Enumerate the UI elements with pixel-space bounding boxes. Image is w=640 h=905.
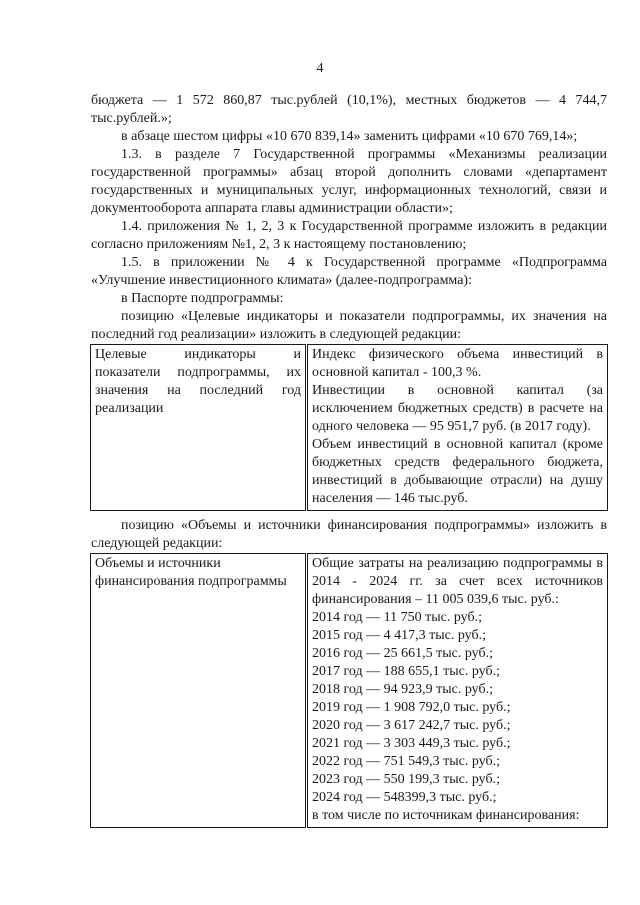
table-row (91, 345, 608, 511)
paragraph-financing-intro: позицию «Объемы и источники финансирования подпрограммы» изложить в следующей редакции: (91, 518, 607, 551)
table-row (91, 554, 608, 828)
paragraph-budget-continuation: бюджета — 1 572 860,87 тыс.рублей (10,1%), местных бюджетов — 4 744,7 тыс.рублей.»; (91, 93, 607, 126)
financing-label-cell (91, 554, 307, 828)
list-item: 2018 год — 94 923,9 тыс. руб.; (312, 682, 493, 697)
financing-sources-tail: в том числе по источникам финансирования: (312, 808, 580, 823)
list-item: 2021 год — 3 303 449,3 тыс. руб.; (312, 736, 511, 751)
financing-total: Общие затраты на реализацию подпрограммы в 2014 - 2024 гг. за счет всех источников финансирования – 11 005 039,6 тыс. руб.: (312, 556, 603, 607)
list-item: 2016 год — 25 661,5 тыс. руб.; (312, 646, 493, 661)
list-item: 2023 год — 550 199,3 тыс. руб.; (312, 772, 500, 787)
financing-table (90, 553, 608, 828)
list-item: 2022 год — 751 549,3 тыс. руб.; (312, 754, 500, 769)
financing-value-cell (307, 554, 608, 828)
paragraph-abzac-6: в абзаце шестом цифры «10 670 839,14» заменить цифрами «10 670 769,14»; (121, 129, 578, 144)
list-item: 2019 год — 1 908 792,0 тыс. руб.; (312, 700, 511, 715)
paragraph-1-5: 1.5. в приложении № 4 к Государственной программе «Подпрограмма «Улучшение инвестиционного климата» (далее-подпрограмма): (91, 255, 607, 288)
indicators-label: Целевые индикаторы и показатели подпрограммы, их значения на последний год реализации (95, 347, 301, 416)
list-item: 2015 год — 4 417,3 тыс. руб.; (312, 628, 486, 643)
paragraph-1-3: 1.3. в разделе 7 Государственной программы «Механизмы реализации государственной программы» абзац второй дополнить словами «департамент государственных и муниципальных услуг, информационных технологий, связи и документооборота аппарата главы администрации области»; (91, 147, 607, 216)
indicator-item: Инвестиции в основной капитал (за исключением бюджетных средств) в расчете на одного человека — 95 951,7 руб. (в 2017 году). (312, 383, 603, 434)
indicators-label-cell (91, 345, 307, 511)
financing-years-list (312, 609, 603, 807)
page-number: 4 (316, 61, 324, 76)
paragraph-passport: в Паспорте подпрограммы: (121, 291, 284, 306)
paragraph-1-4: 1.4. приложения № 1, 2, 3 к Государственной программе изложить в редакции согласно приложениям №1, 2, 3 к настоящему постановлению; (91, 219, 607, 252)
list-item: 2020 год — 3 617 242,7 тыс. руб.; (312, 718, 511, 733)
list-item: 2024 год — 548399,3 тыс. руб.; (312, 790, 497, 805)
indicator-item: Индекс физического объема инвестиций в основной капитал - 100,3 %. (312, 347, 603, 380)
indicators-table (90, 344, 608, 511)
document-body (91, 92, 607, 828)
list-item: 2014 год — 11 750 тыс. руб.; (312, 610, 482, 625)
financing-label: Объемы и источники финансирования подпрограммы (95, 556, 287, 589)
indicator-item: Объем инвестиций в основной капитал (кроме бюджетных средств федерального бюджета, инвестиций в добывающие отрасли) на душу населения — 146 тыс.руб. (312, 437, 603, 506)
indicators-value-cell (307, 345, 608, 511)
list-item: 2017 год — 188 655,1 тыс. руб.; (312, 664, 500, 679)
paragraph-indicators-intro: позицию «Целевые индикаторы и показатели подпрограммы, их значения на последний год реализации» изложить в следующей редакции: (91, 309, 607, 342)
